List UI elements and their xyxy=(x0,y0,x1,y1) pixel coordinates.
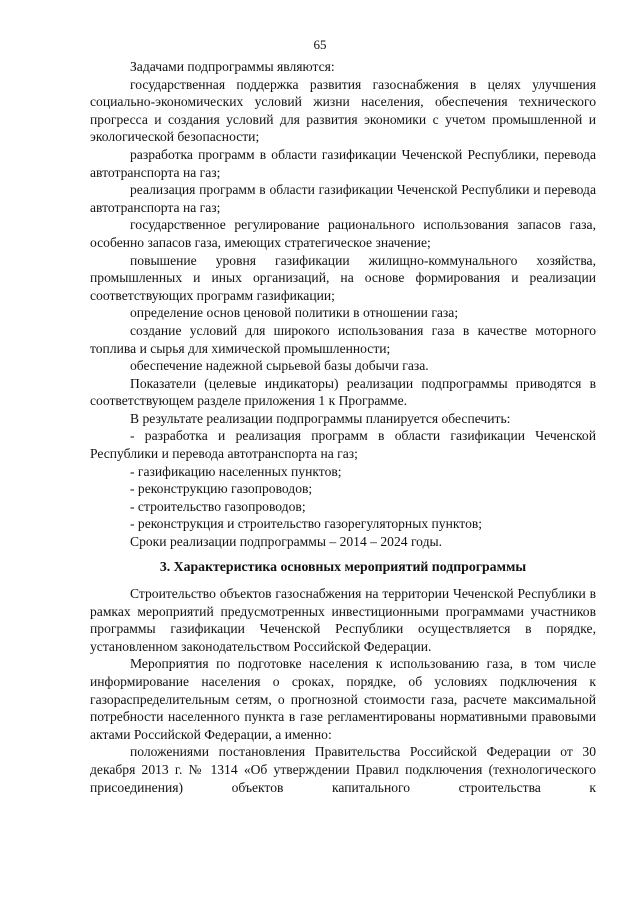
paragraph: определение основ ценовой политики в отношении газа; xyxy=(130,305,459,321)
paragraph: реализация программ в области газификации Чеченской Республики и перевода автотранспорта на газ; xyxy=(90,182,596,215)
paragraph: обеспечение надежной сырьевой базы добычи газа. xyxy=(130,358,429,374)
paragraph: Задачами подпрограммы являются: xyxy=(130,59,335,74)
paragraph: Сроки реализации подпрограммы – 2014 – 2024 годы. xyxy=(130,534,443,550)
paragraph: создание условий для широкого использования газа в качестве моторного топлива и сырья для химической промышленности; xyxy=(90,322,596,356)
paragraph: Показатели (целевые индикаторы) реализации подпрограммы приводятся в соответствующем разделе приложения 1 к Программе. xyxy=(90,375,596,409)
paragraph: Строительство объектов газоснабжения на территории Чеченской Республики в рамках мероприятий предусмотренных инвестиционными программами участников программы газификации Чеченской Республики осуществляется в порядке, установленном законодательством Российской Федерации. xyxy=(90,586,596,654)
paragraph: государственное регулирование рационального использования запасов газа, особенно запасов газа, имеющих стратегическое значение; xyxy=(90,217,596,250)
list-item: - разработка и реализация программ в области газификации Чеченской Республики и перевода автотранспорта на газ; xyxy=(90,428,596,462)
paragraph: государственная поддержка развития газоснабжения в целях улучшения социально-экономических условий жизни населения, обеспечения технического прогресса и создания условий для развития экономики с учетом промышленной и экологической безопасности; xyxy=(90,76,596,145)
list-item: - реконструкцию газопроводов; xyxy=(130,481,313,497)
paragraph: разработка программ в области газификации Чеченской Республики, перевода автотранспорта на газ; xyxy=(90,146,596,180)
page-number: 65 xyxy=(313,37,327,52)
list-item: - строительство газопроводов; xyxy=(130,498,306,514)
paragraph: положениями постановления Правительства Российской Федерации от 30 декабря 2013 г. № 1314 «Об утверждении Правил подключения (технологического присоединения) объектов капитального строительства к xyxy=(90,744,596,795)
section-activities xyxy=(90,585,596,796)
paragraph: повышение уровня газификации жилищно-коммунального хозяйства, промышленных и иных организаций, на основе формирования и реализации соответствующих программ газификации; xyxy=(90,252,596,303)
paragraph: Мероприятия по подготовке населения к использованию газа, в том числе информирование населения о сроках, порядке, об условиях подключения к газораспределительным сетям, о прогнозной стоимости газа, расчете максимальной потребности населенного пункта в газе регламентированы нормативными правовыми актами Российской Федерации, а именно: xyxy=(90,656,596,742)
list-item: - газификацию населенных пунктов; xyxy=(130,463,342,479)
list-item: - реконструкция и строительство газорегуляторных пунктов; xyxy=(130,516,483,532)
paragraph: В результате реализации подпрограммы планируется обеспечить: xyxy=(130,410,511,426)
section-heading: 3. Характеристика основных мероприятий подпрограммы xyxy=(159,559,527,574)
section-tasks xyxy=(90,58,596,551)
